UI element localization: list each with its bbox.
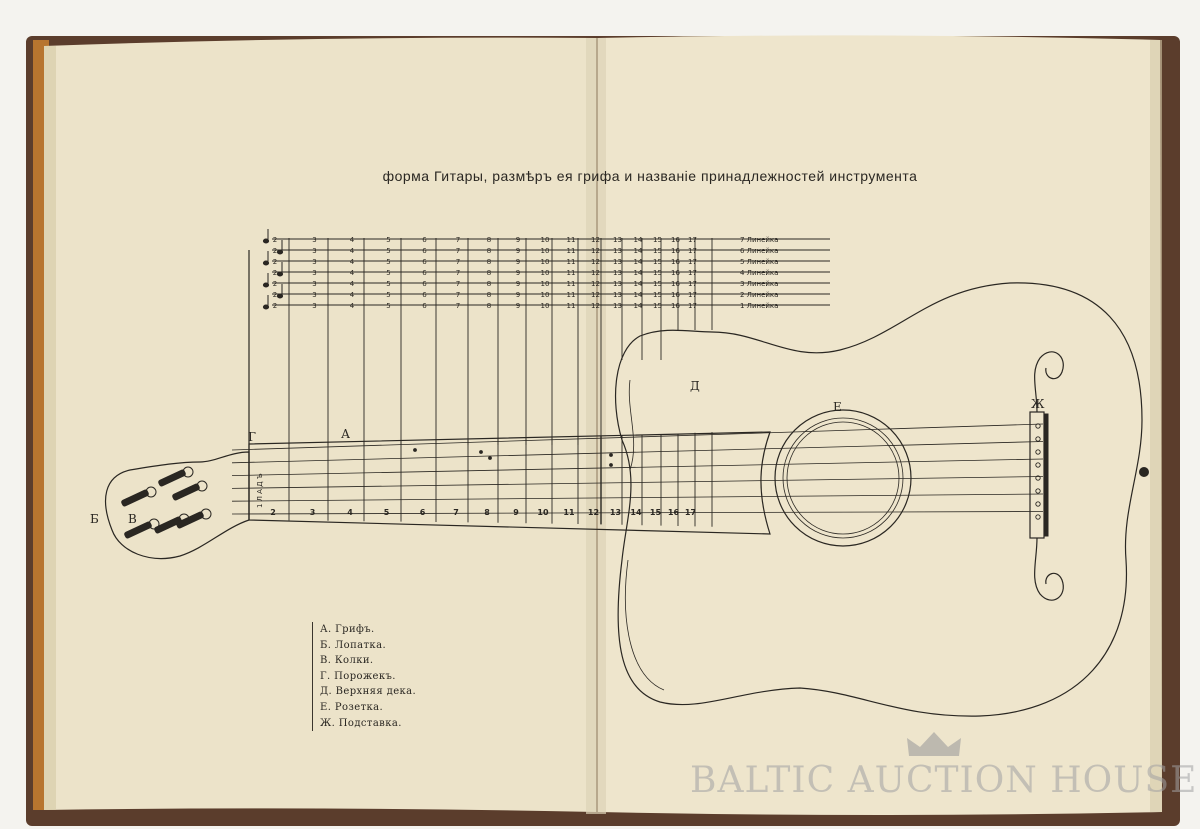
board-fret-number: 2 xyxy=(270,508,276,517)
tab-fret-number: 14 xyxy=(633,247,643,255)
parts-legend xyxy=(312,622,480,731)
tab-fret-number: 2 xyxy=(272,291,278,299)
tab-fret-number: 8 xyxy=(486,236,492,244)
tab-fret-number: 11 xyxy=(566,269,576,277)
tab-fret-number: 4 xyxy=(349,258,355,266)
tab-fret-number: 8 xyxy=(486,291,492,299)
nut-letters: 1 Л А Д Ъ xyxy=(256,473,264,508)
board-fret-number: 13 xyxy=(609,508,622,517)
tab-fret-number: 7 xyxy=(455,269,461,277)
tab-fret-number: 9 xyxy=(515,302,521,310)
board-fret-number: 14 xyxy=(630,508,642,517)
tab-fret-number: 9 xyxy=(515,291,521,299)
board-fret-number: 11 xyxy=(563,508,575,517)
tab-fret-number: 2 xyxy=(272,280,278,288)
tab-fret-number: 11 xyxy=(566,247,576,255)
tab-fret-number: 15 xyxy=(653,280,662,288)
tab-fret-number: 3 xyxy=(312,291,317,299)
tab-fret-number: 10 xyxy=(540,258,550,266)
tab-fret-number: 3 xyxy=(312,247,317,255)
tab-fret-number: 5 xyxy=(386,280,391,288)
tab-fret-number: 7 xyxy=(455,236,461,244)
tab-fret-number: 8 xyxy=(486,247,492,255)
tab-fret-number: 8 xyxy=(486,258,492,266)
tab-fret-number: 7 xyxy=(455,258,461,266)
board-fret-number: 3 xyxy=(309,508,316,517)
tab-fret-number: 4 xyxy=(349,291,355,299)
tab-fret-number: 15 xyxy=(653,291,662,299)
position-dot xyxy=(610,454,613,457)
tab-fret-number: 12 xyxy=(591,236,600,244)
tab-fret-number: 2 xyxy=(272,269,278,277)
tab-fret-number: 13 xyxy=(613,247,622,255)
tab-fret-number: 3 xyxy=(312,236,317,244)
tab-row-label: 6 Линейка xyxy=(740,247,779,255)
board-fret-number: 8 xyxy=(484,508,490,517)
tab-fret-number: 2 xyxy=(272,236,278,244)
tab-row-label: 3 Линейка xyxy=(740,280,779,288)
position-dot xyxy=(489,457,492,460)
tab-fret-number: 10 xyxy=(540,236,550,244)
tab-fret-number: 15 xyxy=(653,269,662,277)
tab-row-label: 2 Линейка xyxy=(740,291,779,299)
board-fret-number: 7 xyxy=(453,508,459,517)
tab-fret-number: 17 xyxy=(688,302,697,310)
page-title: форма Гитары, размѣръ ея грифа и названіе принадлежностей инструмента xyxy=(382,168,918,184)
legend-item: Ж. Подставка. xyxy=(320,717,402,729)
tab-fret-number: 7 xyxy=(455,247,461,255)
tab-fret-number: 9 xyxy=(515,280,521,288)
tab-fret-number: 4 xyxy=(349,302,355,310)
board-fret-number: 12 xyxy=(587,508,600,517)
tab-fret-number: 16 xyxy=(671,236,680,244)
tab-fret-number: 2 xyxy=(272,247,278,255)
tab-fret-number: 17 xyxy=(688,291,697,299)
watermark-text: BALTIC AUCTION HOUSE xyxy=(690,760,1198,801)
tab-fret-number: 3 xyxy=(312,280,317,288)
tab-fret-number: 6 xyxy=(422,269,427,277)
tab-fret-number: 16 xyxy=(671,291,680,299)
tab-fret-number: 13 xyxy=(613,236,622,244)
part-label-d: Д xyxy=(690,379,700,393)
tab-fret-number: 11 xyxy=(566,291,576,299)
tab-fret-number: 14 xyxy=(633,302,643,310)
tab-fret-number: 10 xyxy=(540,247,550,255)
tab-fret-number: 6 xyxy=(422,236,427,244)
bridge-saddle xyxy=(1044,414,1048,536)
tab-fret-number: 13 xyxy=(613,291,622,299)
tab-fret-number: 6 xyxy=(422,280,427,288)
board-fret-number: 4 xyxy=(347,508,353,517)
tab-fret-number: 6 xyxy=(422,291,427,299)
right-page xyxy=(598,35,1162,815)
board-fret-number: 15 xyxy=(649,508,662,517)
board-fret-number: 6 xyxy=(419,508,426,517)
tab-fret-number: 10 xyxy=(540,291,550,299)
part-label-v: В xyxy=(128,512,137,526)
part-label-zh: Ж xyxy=(1031,397,1045,411)
tab-fret-number: 14 xyxy=(633,258,643,266)
crown-logo xyxy=(905,730,963,758)
tab-row-label: 5 Линейка xyxy=(740,258,779,266)
legend-item: Д. Верхняя дека. xyxy=(320,686,417,698)
tab-fret-number: 5 xyxy=(386,236,391,244)
position-dot xyxy=(480,451,483,454)
legend-item: В. Колки. xyxy=(320,655,374,667)
tab-fret-number: 12 xyxy=(591,302,600,310)
tab-fret-number: 4 xyxy=(349,280,355,288)
tab-fret-number: 17 xyxy=(688,236,697,244)
tab-fret-number: 2 xyxy=(272,258,278,266)
tab-fret-number: 8 xyxy=(486,302,492,310)
tab-row-label: 7 Линейка xyxy=(740,236,779,244)
tab-fret-number: 15 xyxy=(653,302,662,310)
tab-fret-number: 17 xyxy=(688,280,697,288)
tab-fret-number: 12 xyxy=(591,280,600,288)
tab-fret-number: 4 xyxy=(349,269,355,277)
legend-item: Б. Лопатка. xyxy=(320,639,387,651)
position-dot xyxy=(414,449,417,452)
tab-fret-number: 9 xyxy=(515,236,521,244)
tab-fret-number: 12 xyxy=(591,258,600,266)
tab-fret-number: 11 xyxy=(566,302,576,310)
tab-fret-number: 5 xyxy=(386,258,391,266)
tab-fret-number: 10 xyxy=(540,280,550,288)
tab-fret-number: 8 xyxy=(486,280,492,288)
tab-fret-number: 6 xyxy=(422,258,427,266)
tab-fret-number: 16 xyxy=(671,269,680,277)
part-label-a: А xyxy=(341,427,351,441)
tab-fret-number: 7 xyxy=(455,280,461,288)
tab-fret-number: 4 xyxy=(349,247,355,255)
tab-fret-number: 12 xyxy=(591,269,600,277)
tab-fret-number: 15 xyxy=(653,247,662,255)
tab-fret-number: 10 xyxy=(540,302,550,310)
tab-fret-number: 12 xyxy=(591,291,600,299)
tab-fret-number: 11 xyxy=(566,236,576,244)
tab-fret-number: 17 xyxy=(688,269,697,277)
position-dot xyxy=(610,464,613,467)
tab-fret-number: 9 xyxy=(515,247,521,255)
part-label-e: Е xyxy=(833,400,842,414)
tab-fret-number: 13 xyxy=(613,258,622,266)
tab-fret-number: 5 xyxy=(386,269,391,277)
tab-fret-number: 2 xyxy=(272,302,278,310)
board-fret-number: 10 xyxy=(537,508,549,517)
tab-fret-number: 16 xyxy=(671,258,680,266)
tab-fret-number: 13 xyxy=(613,269,622,277)
tab-fret-number: 5 xyxy=(386,291,391,299)
tab-fret-number: 5 xyxy=(386,247,391,255)
tab-fret-number: 16 xyxy=(671,302,680,310)
tab-fret-number: 4 xyxy=(349,236,355,244)
tab-fret-number: 8 xyxy=(486,269,492,277)
tab-fret-number: 7 xyxy=(455,302,461,310)
tab-fret-number: 3 xyxy=(312,302,317,310)
tab-fret-number: 5 xyxy=(386,302,391,310)
board-fret-number: 17 xyxy=(684,508,697,517)
tab-fret-number: 3 xyxy=(312,269,317,277)
tab-fret-number: 16 xyxy=(671,280,680,288)
tab-fret-number: 3 xyxy=(312,258,317,266)
tab-fret-number: 14 xyxy=(633,291,643,299)
legend-item: Е. Розетка. xyxy=(320,701,384,713)
part-label-g: Г xyxy=(248,430,256,444)
board-fret-number: 9 xyxy=(513,508,519,517)
board-fret-number: 16 xyxy=(667,508,680,517)
tab-fret-number: 14 xyxy=(633,269,643,277)
board-fret-number: 5 xyxy=(383,508,390,517)
tab-fret-number: 6 xyxy=(422,302,427,310)
part-label-b: Б xyxy=(90,512,99,526)
legend-item: А. Грифъ. xyxy=(320,624,375,635)
tab-fret-number: 15 xyxy=(653,236,662,244)
end-pin xyxy=(1140,468,1149,477)
tab-fret-number: 13 xyxy=(613,280,622,288)
legend-item: Г. Порожекъ. xyxy=(320,670,396,682)
tab-fret-number: 15 xyxy=(653,258,662,266)
tab-fret-number: 6 xyxy=(422,247,427,255)
tab-fret-number: 9 xyxy=(515,269,521,277)
tab-fret-number: 10 xyxy=(540,269,550,277)
tab-fret-number: 16 xyxy=(671,247,680,255)
tab-fret-number: 14 xyxy=(633,236,643,244)
tab-row-label: 4 Линейка xyxy=(740,269,779,277)
tab-fret-number: 17 xyxy=(688,258,697,266)
tab-fret-number: 17 xyxy=(688,247,697,255)
tab-fret-number: 14 xyxy=(633,280,643,288)
tab-fret-number: 11 xyxy=(566,258,576,266)
tab-fret-number: 13 xyxy=(613,302,622,310)
tab-fret-number: 9 xyxy=(515,258,521,266)
tab-fret-number: 7 xyxy=(455,291,461,299)
tab-fret-number: 12 xyxy=(591,247,600,255)
tab-fret-number: 11 xyxy=(566,280,576,288)
tab-row-label: 1 Линейка xyxy=(740,302,779,310)
